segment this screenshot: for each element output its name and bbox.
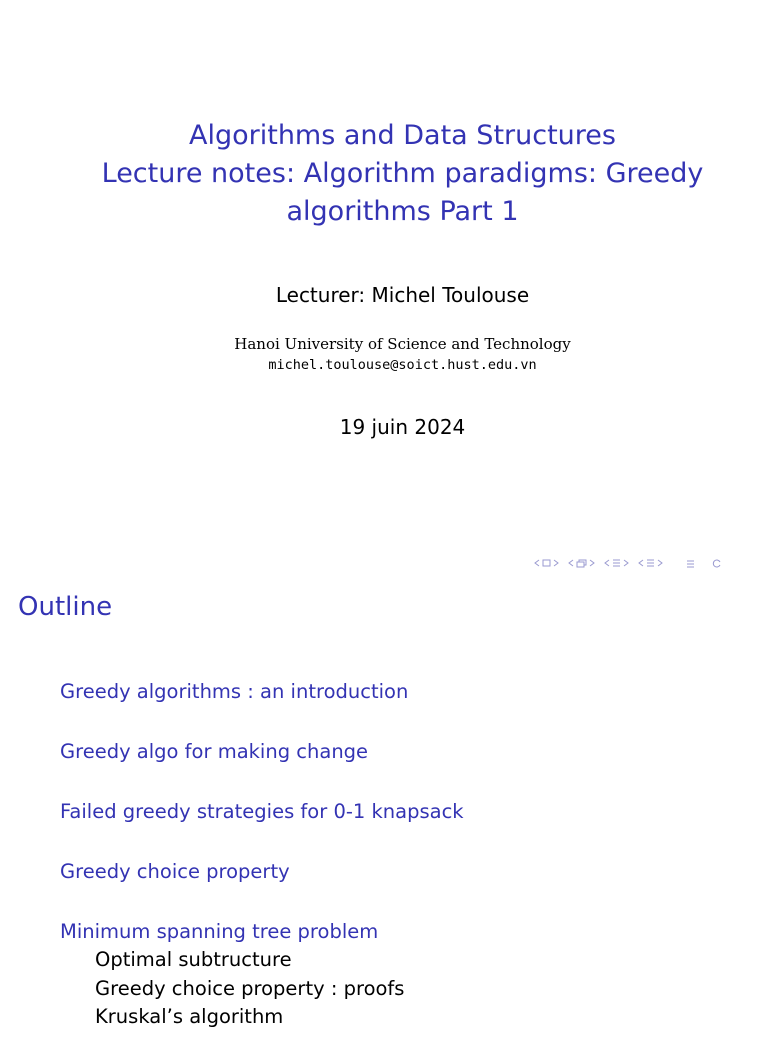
section-list-icon[interactable] <box>646 559 655 567</box>
section-list-icon[interactable] <box>612 559 621 567</box>
arrow-left-icon[interactable] <box>638 559 644 567</box>
lecturer-name: Lecturer: Michel Toulouse <box>275 283 530 307</box>
search-refresh-icon[interactable] <box>712 559 722 568</box>
toc-subsection[interactable]: Optimal subtructure <box>95 948 292 971</box>
lecturer-email: michel.toulouse@soict.hust.edu.vn <box>268 357 537 373</box>
title-line: Algorithms and Data Structures <box>189 120 616 151</box>
toc-section-label[interactable]: Greedy algo for making change <box>60 740 369 763</box>
arrow-left-icon[interactable] <box>568 559 574 567</box>
arrow-left-icon[interactable] <box>534 559 540 567</box>
toc-subsection-list <box>60 946 464 1032</box>
toc-section-label[interactable]: Failed greedy strategies for 0-1 knapsack <box>60 800 464 823</box>
toc-section-label[interactable]: Greedy algorithms : an introduction <box>60 680 409 703</box>
arrow-right-icon[interactable] <box>623 559 629 567</box>
toc-section[interactable] <box>60 738 464 766</box>
title-line: Lecture notes: Algorithm paradigms: Greedy <box>101 158 704 189</box>
table-of-contents <box>60 678 464 1064</box>
toc-subsection[interactable]: Greedy choice property : proofs <box>95 976 405 1000</box>
outline-title: Outline <box>18 592 113 622</box>
title-line: algorithms Part 1 <box>286 196 519 227</box>
align-icon[interactable] <box>686 559 695 568</box>
presentation-title <box>0 117 768 231</box>
toc-section[interactable] <box>60 798 464 826</box>
presentation-date: 19 juin 2024 <box>339 415 466 439</box>
subsection-icon[interactable] <box>576 559 587 568</box>
institute-name: Hanoi University of Science and Technology <box>234 335 571 353</box>
arrow-left-icon[interactable] <box>604 559 610 567</box>
toc-section-label[interactable]: Minimum spanning tree problem <box>60 920 379 943</box>
arrow-right-icon[interactable] <box>657 559 663 567</box>
outline-slide <box>0 578 768 1028</box>
frame-box-icon[interactable] <box>542 559 551 567</box>
beamer-navigation-bar <box>534 556 728 570</box>
arrow-right-icon[interactable] <box>553 559 559 567</box>
toc-section-label[interactable]: Greedy choice property <box>60 860 290 883</box>
toc-section[interactable] <box>60 918 464 1032</box>
toc-subsection[interactable]: Kruskal’s algorithm <box>95 1005 284 1028</box>
toc-section[interactable] <box>60 858 464 886</box>
toc-section[interactable] <box>60 678 464 706</box>
arrow-right-icon[interactable] <box>589 559 595 567</box>
